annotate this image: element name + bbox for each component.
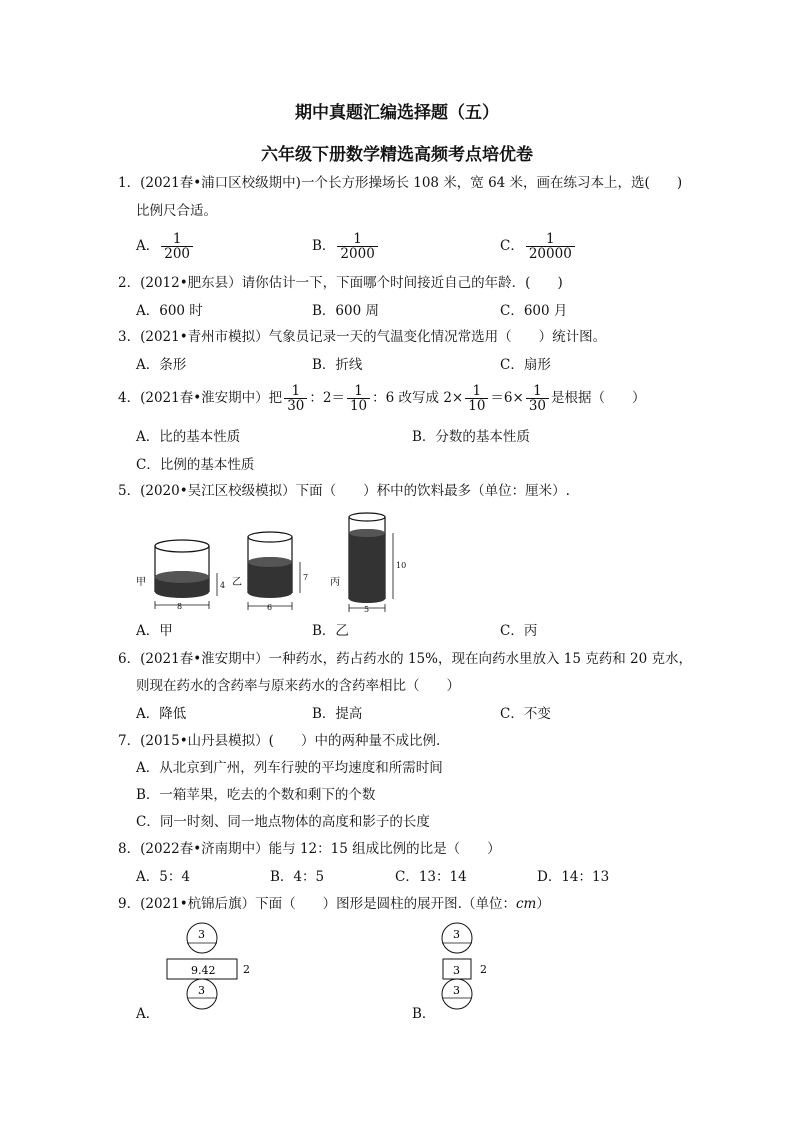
question-text: (2021春•浦口区校级期中)一个长方形操场长 108 米，宽 64 米，画在练习本上，选( ): [140, 175, 683, 191]
option-c[interactable]: C．扇形: [500, 357, 551, 373]
dim-7: 7: [303, 573, 309, 582]
fraction: $\frac{1}{2000}$: [337, 232, 377, 261]
question-6-line2: 则现在药水的含药率与原来药水的含药率相比（ ）: [136, 678, 460, 694]
fraction: $\frac{1}{30}$: [284, 384, 307, 413]
option-b[interactable]: B．600 周: [312, 303, 379, 319]
option-b[interactable]: B．4：5: [270, 869, 325, 885]
fraction: $\frac{1}{10}$: [347, 384, 370, 413]
question-9: 9．(2021•杭锦后旗）下面（ ）图形是圆柱的展开图.（单位：cm）: [118, 896, 550, 912]
circle-top-label: 3: [198, 928, 205, 941]
question-5: 5．(2020•吴江区校级模拟）下面（ ）杯中的饮料最多（单位：厘米）.: [118, 483, 570, 499]
fraction: $\frac{1}{200}$: [161, 232, 193, 261]
option-c[interactable]: C．600 月: [500, 303, 568, 319]
option-b[interactable]: B．分数的基本性质: [412, 429, 530, 445]
option-a[interactable]: A． $\frac{1}{200}$: [136, 232, 195, 261]
option-a[interactable]: A．从北京到广州，列车行驶的平均速度和所需时间: [136, 760, 443, 776]
option-a[interactable]: A．条形: [136, 357, 187, 373]
question-2: 2．(2012•肥东县）请你估计一下，下面哪个时间接近自己的年龄．( ): [118, 275, 563, 291]
option-c[interactable]: C．13：14: [395, 869, 467, 885]
option-a[interactable]: A．降低: [136, 706, 187, 722]
liquid-bing: [349, 529, 385, 603]
circle-top-label: 3: [453, 928, 460, 941]
question-4: 4．(2021春•淮安期中）把 $\frac{1}{30}$ ：2＝ $\frac{1}{10}$ ：6 改写成 2× $\frac{1}{10}$ ＝6× $\frac{1}{30}$ 是根据（ ）: [118, 383, 646, 414]
option-c[interactable]: C．同一时刻、同一地点物体的高度和影子的长度: [136, 814, 430, 830]
cylinder-net-a[interactable]: [160, 922, 270, 1018]
circle-bottom-label: 3: [198, 984, 205, 997]
dim-6: 6: [267, 603, 273, 612]
cup-label-jia: 甲: [136, 577, 146, 588]
side-label: 2: [480, 963, 487, 976]
cylinder-net-b[interactable]: [430, 922, 520, 1018]
option-d[interactable]: D．14：13: [537, 869, 610, 885]
cup-label-yi: 乙: [232, 577, 242, 588]
question-6: 6．(2021春•淮安期中）一种药水，药占药水的 15%，现在向药水里放入 15 克药和 20 克水，: [118, 651, 692, 667]
doc-subtitle: 六年级下册数学精选高频考点培优卷: [261, 145, 533, 165]
option-c[interactable]: C．不变: [500, 706, 551, 722]
question-number: 1．: [118, 175, 141, 191]
question-1-line2: 比例尺合适。: [136, 203, 217, 219]
dim-5: 5: [364, 605, 370, 614]
question-8: 8．(2022春•济南期中）能与 12：15 组成比例的比是（ ）: [118, 841, 501, 857]
dim-10: 10: [396, 561, 407, 570]
option-b[interactable]: B．提高: [312, 706, 363, 722]
dim-4: 4: [220, 581, 226, 590]
option-b[interactable]: B．: [412, 1006, 436, 1022]
option-a[interactable]: A．比的基本性质: [136, 429, 241, 445]
fraction: $\frac{1}{10}$: [465, 384, 488, 413]
dim-8: 8: [177, 602, 183, 611]
cup-label-bing: 丙: [330, 577, 340, 588]
option-b[interactable]: B． $\frac{1}{2000}$: [312, 232, 380, 261]
option-b[interactable]: B．乙: [312, 623, 349, 639]
option-b[interactable]: B．一箱苹果，吃去的个数和剩下的个数: [136, 787, 376, 803]
option-a[interactable]: A．: [136, 1006, 160, 1022]
option-a[interactable]: A．600 时: [136, 303, 203, 319]
option-c[interactable]: C．比例的基本性质: [136, 457, 255, 473]
circle-bottom-label: 3: [453, 984, 460, 997]
option-c[interactable]: C． $\frac{1}{20000}$: [500, 232, 577, 261]
rect-label: 3: [453, 964, 460, 977]
question-1: [118, 174, 682, 192]
option-c[interactable]: C．丙: [500, 623, 538, 639]
rect-label: 9.42: [191, 964, 216, 977]
cups-figure: [130, 505, 420, 617]
side-label: 2: [243, 963, 250, 976]
doc-title: 期中真题汇编选择题（五）: [295, 103, 499, 123]
option-b[interactable]: B．折线: [312, 357, 363, 373]
question-3: 3．(2021•青州市模拟）气象员记录一天的气温变化情况常选用（ ）统计图。: [118, 329, 607, 345]
fraction: $\frac{1}{20000}$: [526, 232, 575, 261]
fraction: $\frac{1}{30}$: [526, 384, 549, 413]
option-a[interactable]: A．5：4: [136, 869, 190, 885]
option-a[interactable]: A．甲: [136, 623, 173, 639]
question-7: 7．(2015•山丹县模拟）( ）中的两种量不成比例.: [118, 733, 441, 749]
